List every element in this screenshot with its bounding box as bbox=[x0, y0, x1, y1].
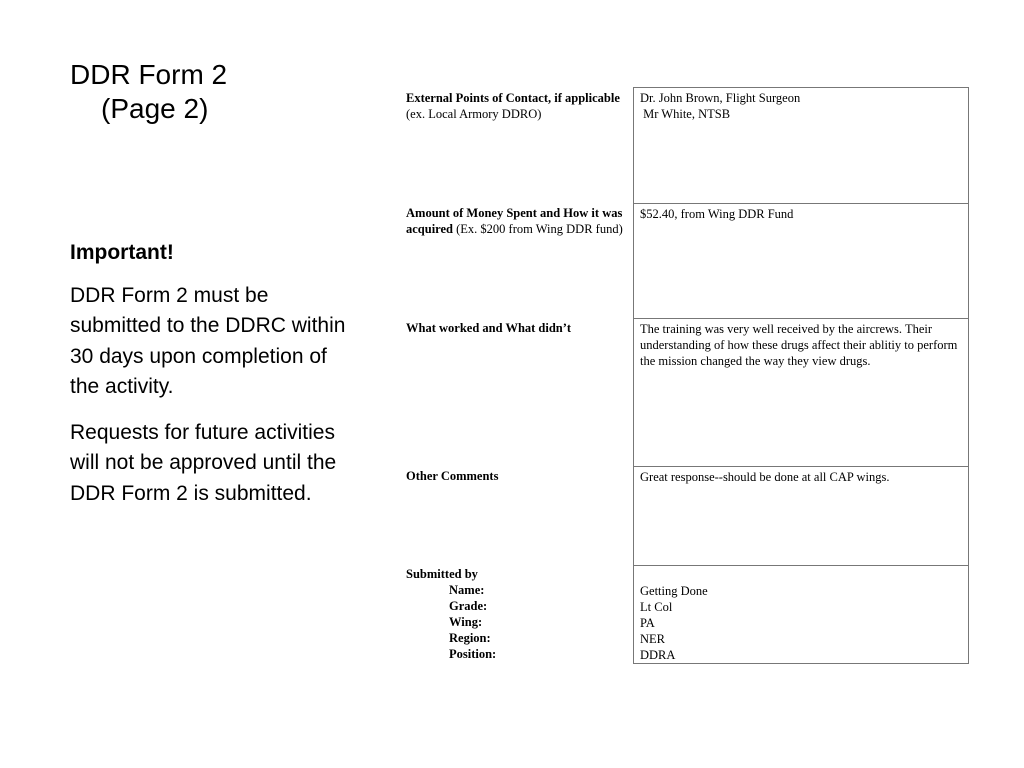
value-line: Great response--should be done at all CAP wings. bbox=[640, 470, 890, 484]
value-money-spent bbox=[633, 203, 969, 319]
field-value-region: NER bbox=[640, 632, 665, 646]
notes-panel bbox=[70, 238, 360, 524]
field-label-grade: Grade: bbox=[449, 599, 488, 613]
value-points-of-contact bbox=[633, 87, 969, 204]
title-line-2: (Page 2) bbox=[101, 93, 209, 124]
label-bold: Other Comments bbox=[406, 469, 499, 483]
important-heading: Important! bbox=[70, 241, 174, 264]
value-line: $52.40, from Wing DDR Fund bbox=[640, 207, 794, 221]
field-value-wing: PA bbox=[640, 616, 655, 630]
note-paragraph-1: DDR Form 2 must be submitted to the DDRC within 30 days upon completion of the activity. bbox=[70, 283, 346, 398]
submitted-field-labels bbox=[406, 582, 632, 662]
label-normal: (Ex. $200 from Wing DDR fund) bbox=[456, 222, 623, 236]
value-line: Mr White, NTSB bbox=[640, 107, 731, 121]
row-label-what-worked bbox=[406, 320, 632, 336]
slide-title bbox=[70, 58, 227, 126]
label-bold: What worked and What didn’t bbox=[406, 321, 572, 335]
field-value-grade: Lt Col bbox=[640, 600, 673, 614]
submitted-field-values bbox=[640, 583, 962, 663]
submitted-by-label: Submitted by bbox=[406, 567, 478, 581]
label-bold: Amount of Money Spent and How it was acquired bbox=[406, 206, 623, 236]
ddr-form-image bbox=[406, 87, 970, 664]
field-label-region: Region: bbox=[449, 631, 491, 645]
note-paragraph-2: Requests for future activities will not be approved until the DDR Form 2 is submitted. bbox=[70, 420, 337, 505]
label-normal: (ex. Local Armory DDRO) bbox=[406, 107, 542, 121]
field-label-wing: Wing: bbox=[449, 615, 483, 629]
value-submitted-by bbox=[633, 565, 969, 664]
field-label-name: Name: bbox=[449, 583, 485, 597]
label-bold: External Points of Contact, if applicable bbox=[406, 91, 620, 105]
title-line-1: DDR Form 2 bbox=[70, 59, 228, 90]
row-label-other-comments bbox=[406, 468, 632, 484]
field-value-position: DDRA bbox=[640, 648, 676, 662]
value-line: Dr. John Brown, Flight Surgeon bbox=[640, 91, 801, 105]
value-what-worked bbox=[633, 318, 969, 467]
field-label-position: Position: bbox=[449, 647, 497, 661]
row-label-points-of-contact bbox=[406, 90, 632, 122]
row-label-money-spent bbox=[406, 205, 632, 237]
value-line: The training was very well received by the aircrews. Their understanding of how these drugs affect their ablitiy to perform the mission changed the way they view drugs. bbox=[640, 322, 958, 368]
field-value-name: Getting Done bbox=[640, 584, 708, 598]
row-label-submitted-by bbox=[406, 566, 632, 662]
value-other-comments bbox=[633, 466, 969, 566]
